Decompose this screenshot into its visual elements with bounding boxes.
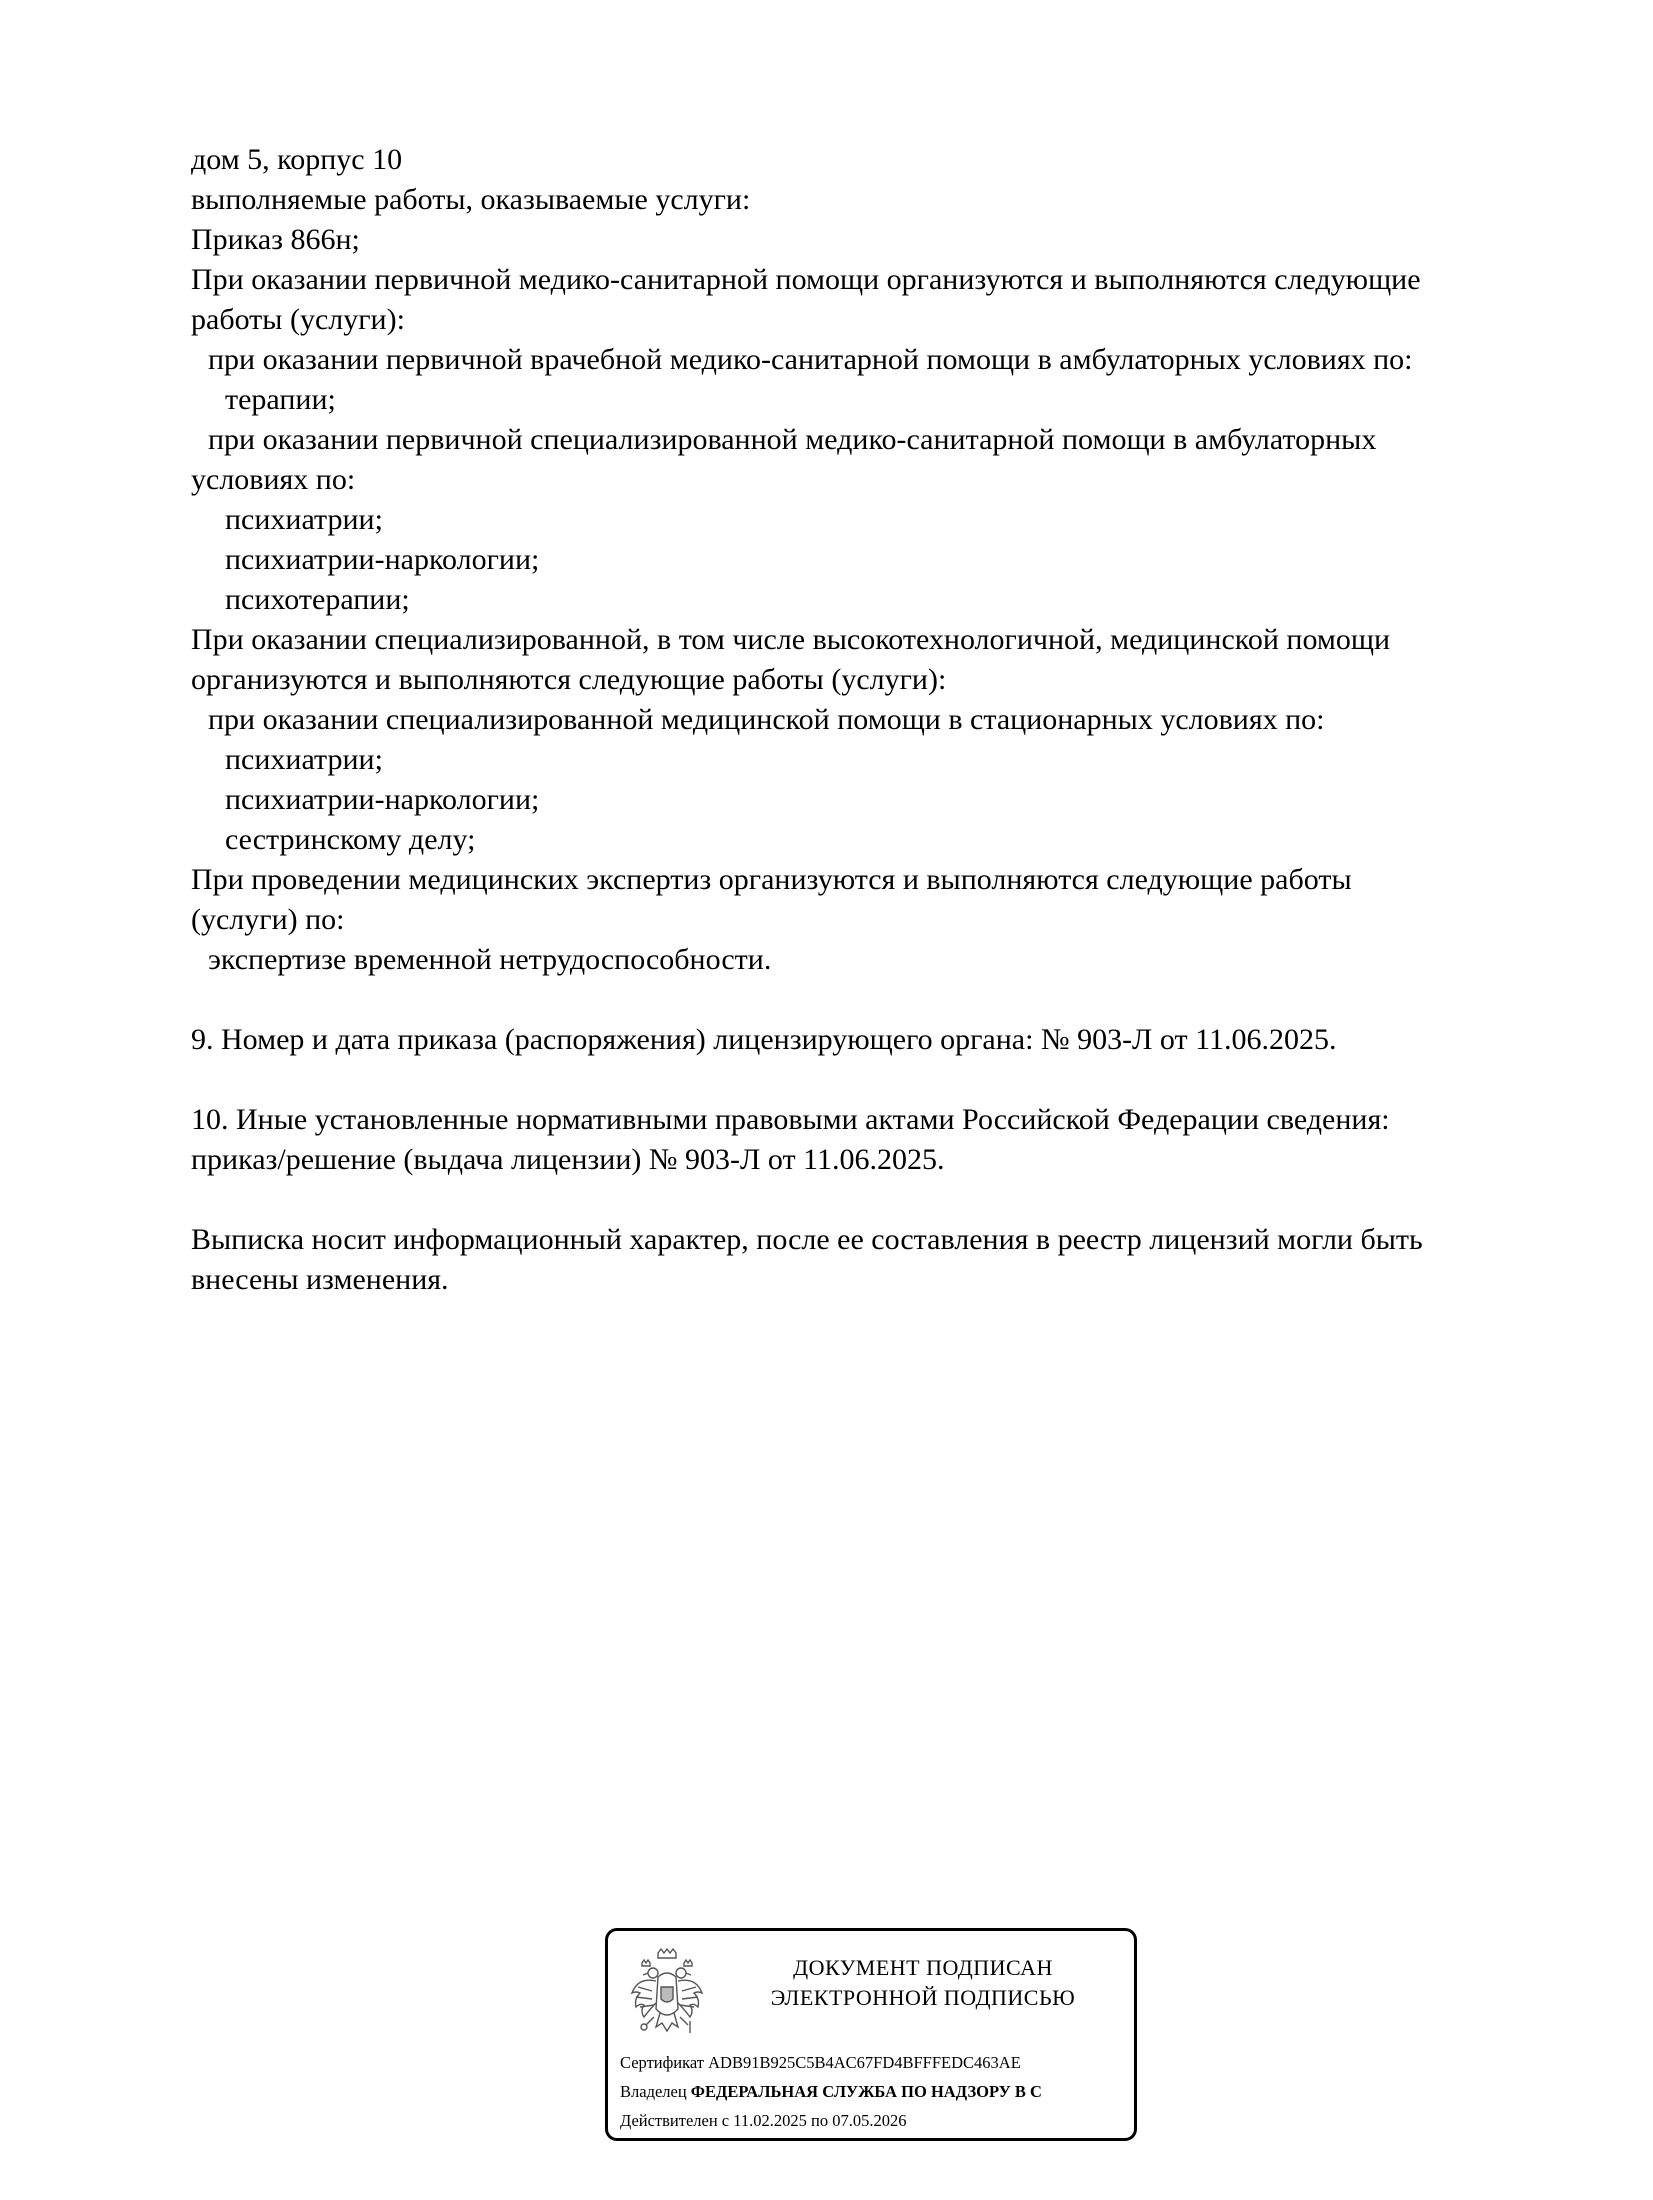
text-line: психиатрии-наркологии; <box>225 783 540 816</box>
item-10-line: приказ/решение (выдача лицензии) № 903-Л от 11.06.2025. <box>191 1143 945 1176</box>
informational-note-line: внесены изменения. <box>191 1263 449 1296</box>
informational-note-line: Выписка носит информационный характер, после ее составления в реестр лицензий могли быть <box>191 1223 1423 1256</box>
text-line: сестринскому делу; <box>225 823 476 856</box>
text-line: терапии; <box>225 383 336 416</box>
document-body <box>191 140 1531 1300</box>
owner-value: ФЕДЕРАЛЬНАЯ СЛУЖБА ПО НАДЗОРУ В С <box>690 2082 1042 2101</box>
certificate-row <box>620 2053 1021 2073</box>
owner-row <box>620 2082 1042 2102</box>
text-line: психиатрии; <box>225 743 383 776</box>
validity-row: Действителен с 11.02.2025 по 07.05.2026 <box>620 2111 907 2130</box>
text-line: При оказании специализированной, в том числе высокотехнологичной, медицинской помощи <box>191 623 1391 656</box>
text-line: психотерапии; <box>225 583 410 616</box>
stamp-title-line1: ДОКУМЕНТ ПОДПИСАН <box>793 1955 1053 1980</box>
text-line: экспертизе временной нетрудоспособности. <box>208 943 772 976</box>
text-line: При оказании первичной медико-санитарной помощи организуются и выполняются следующие <box>191 263 1421 296</box>
spacer <box>191 1180 1531 1220</box>
text-line: при оказании первичной врачебной медико-санитарной помощи в амбулаторных условиях по: <box>208 343 1413 376</box>
text-line: психиатрии-наркологии; <box>225 543 540 576</box>
text-line: Приказ 866н; <box>191 223 360 256</box>
item-10-line: 10. Иные установленные нормативными правовыми актами Российской Федерации сведения: <box>191 1103 1390 1136</box>
text-line: психиатрии; <box>225 503 383 536</box>
coat-of-arms-icon <box>628 1947 706 2039</box>
text-line: дом 5, корпус 10 <box>191 143 403 176</box>
owner-label: Владелец <box>620 2082 687 2101</box>
text-line: выполняемые работы, оказываемые услуги: <box>191 183 751 216</box>
item-9-order-number: 9. Номер и дата приказа (распоряжения) лицензирующего органа: № 903-Л от 11.06.2025. <box>191 1023 1337 1056</box>
spacer <box>191 1060 1531 1100</box>
certificate-value: ADB91B925C5B4AC67FD4BFFFEDC463AE <box>708 2053 1021 2072</box>
electronic-signature-stamp <box>605 1928 1137 2141</box>
text-line: при оказании специализированной медицинской помощи в стационарных условиях по: <box>208 703 1325 736</box>
text-line: При проведении медицинских экспертиз организуются и выполняются следующие работы <box>191 863 1352 896</box>
stamp-title-line2: ЭЛЕКТРОННОЙ ПОДПИСЬЮ <box>770 1985 1076 2010</box>
text-line: (услуги) по: <box>191 903 345 936</box>
text-line: условиях по: <box>191 463 356 496</box>
text-line: при оказании первичной специализированной медико-санитарной помощи в амбулаторных <box>208 423 1377 456</box>
text-line: работы (услуги): <box>191 303 405 336</box>
spacer <box>191 980 1531 1020</box>
certificate-label: Сертификат <box>620 2053 704 2072</box>
text-line: организуются и выполняются следующие работы (услуги): <box>191 663 947 696</box>
